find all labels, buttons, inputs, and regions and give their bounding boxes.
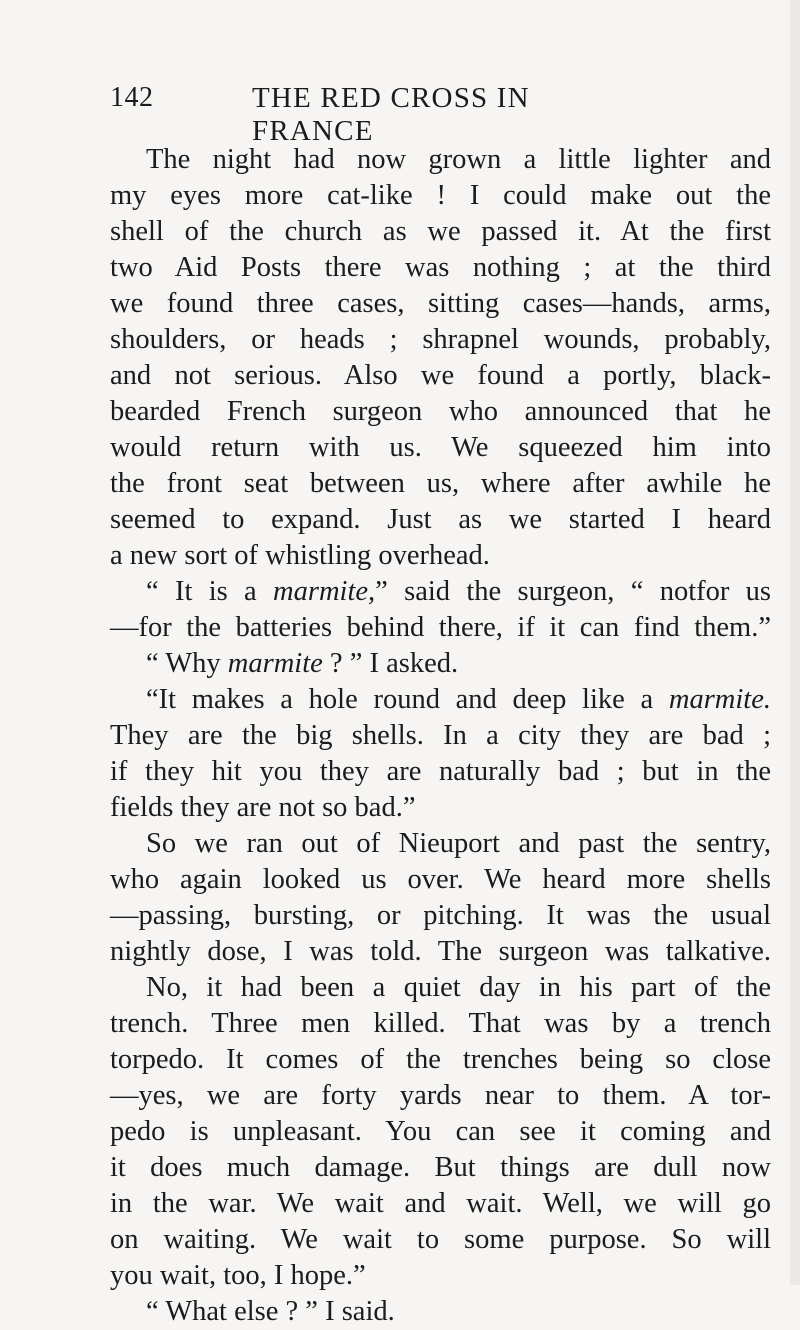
text-line: nightly dose, I was told. The surgeon was talkative. xyxy=(110,936,771,967)
text-line: would return with us. We squeezed him into xyxy=(110,432,771,463)
running-head xyxy=(110,82,655,147)
text-line: —for the batteries behind there, if it can find them.” xyxy=(110,612,771,643)
text-line: So we ran out of Nieuport and past the sentry, xyxy=(146,828,771,859)
text-line: two Aid Posts there was nothing ; at the third xyxy=(110,252,771,283)
text-line: and not serious. Also we found a portly, black- xyxy=(110,360,771,391)
text-line: trench. Three men killed. That was by a trench xyxy=(110,1008,771,1039)
body-text xyxy=(110,142,771,1330)
text-line: in the war. We wait and wait. Well, we will go xyxy=(110,1188,771,1219)
text-run: “It makes a hole round and deep like a xyxy=(146,684,669,715)
text-line: on waiting. We wait to some purpose. So will xyxy=(110,1224,771,1255)
text-line: —yes, we are forty yards near to them. A tor- xyxy=(110,1080,771,1111)
text-line: shell of the church as we passed it. At the first xyxy=(110,216,771,247)
text-line: fields they are not so bad.” xyxy=(110,792,416,823)
text-run: ? ” I asked. xyxy=(322,648,459,679)
text-line: pedo is unpleasant. You can see it coming and xyxy=(110,1116,771,1147)
text-line: it does much damage. But things are dull now xyxy=(110,1152,771,1183)
running-title: THE RED CROSS IN FRANCE xyxy=(252,82,530,147)
text-run: “ Why xyxy=(146,648,228,679)
text-line: a new sort of whistling overhead. xyxy=(110,540,490,571)
italic-term: marmite, xyxy=(273,576,376,607)
text-line: if they hit you they are naturally bad ; but in the xyxy=(110,756,771,787)
italic-term: marmite. xyxy=(668,684,771,715)
text-line: They are the big shells. In a city they are bad ; xyxy=(110,720,771,751)
text-line: who again looked us over. We heard more shells xyxy=(110,864,771,895)
text-line: —passing, bursting, or pitching. It was the usual xyxy=(110,900,771,931)
text-line: No, it had been a quiet day in his part of the xyxy=(146,972,771,1003)
text-line: “ What else ? ” I said. xyxy=(146,1296,395,1327)
text-line: we found three cases, sitting cases—hands, arms, xyxy=(110,288,771,319)
text-line xyxy=(110,574,771,610)
text-line: torpedo. It comes of the trenches being so close xyxy=(110,1044,771,1075)
text-line: my eyes more cat-like ! I could make out the xyxy=(110,180,771,211)
text-line: you wait, too, I hope.” xyxy=(110,1260,366,1291)
text-line: seemed to expand. Just as we started I heard xyxy=(110,504,771,535)
text-line xyxy=(110,682,771,718)
text-line: the front seat between us, where after awhile he xyxy=(110,468,771,499)
text-line: bearded French surgeon who announced that he xyxy=(110,396,771,427)
text-run: “ It is a xyxy=(146,576,274,607)
italic-term: marmite xyxy=(227,648,323,679)
text-line: shoulders, or heads ; shrapnel wounds, probably, xyxy=(110,324,771,355)
text-run: ” said the surgeon, “ notfor us xyxy=(375,576,772,607)
text-line: The night had now grown a little lighter and xyxy=(146,144,771,175)
page-number: 142 xyxy=(110,82,154,113)
text-line xyxy=(110,646,771,682)
